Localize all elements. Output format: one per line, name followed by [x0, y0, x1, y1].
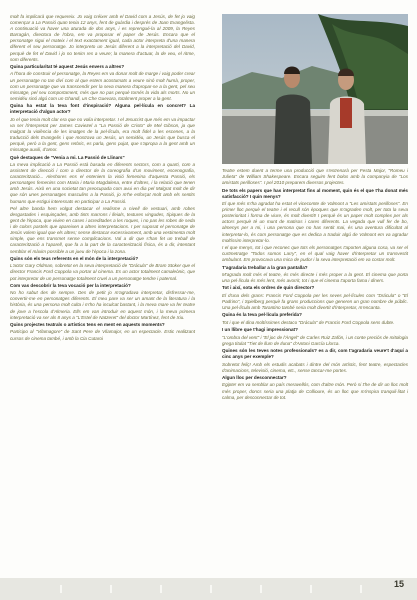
interview-photo [222, 14, 408, 164]
interview-question: Quins són els teus referents en el món de la interpretació? [10, 255, 139, 261]
footer-mark [310, 585, 312, 593]
interview-question: Quina particularitat té aquest Jesús envers a altres? [10, 64, 125, 70]
interview-question: Quines són les teves notes professionals? es a dir, com t'agradaria veure't d'aquí a cinc anys per exemple? [222, 348, 408, 360]
interview-answer: "L'ombra del vent" i "El joc de l'Àngel" de Carles Ruiz Zafón, i un conte preciós de mitologia grega titulat "Tiet de llum de Iluna" d'Antoni García Llorca. [222, 334, 408, 346]
footer-bar [0, 578, 417, 600]
interview-question: Com vas descobrir la teva vocació per la interpretació? [10, 282, 131, 288]
interview-question: Algun lloc per desconnectar? [222, 375, 287, 381]
footer-mark [60, 585, 62, 593]
interview-answer: El d'una dels grans: Francis Ford Coppola per les seves pel·lícules com "Drácula" o "El Padrino", i Spielberg perquè fa grans produccions que generen un gran nombre de públic. Una pel·lícula amb Tarantino també seria molt divertit d'interpretar, m'encanta. [222, 292, 408, 311]
interview-answer: Jo el que tenia molt clar era que no volia interpretar. I el Jesucrist que més em va impactar va ser l'interpretat per James Caviezel a "La Passió de Cristo" de Mel Gibson, ja que malgrat la violència de les imatges de la pel·lícula, era molt fidel a les escenes, a la traducció dels Evangelis i que mostrava un Jesús, un semidéu, un Jesús que busca el perquè, però a la gent, gens retòric, es parla, gens pujat, que s'apropa a la gent amb un missatge auxili, d'amor. [10, 116, 195, 153]
interview-answer: Egipte! em va semblar un país meravellós, com d'altre món. Però si t'he de dir un lloc molt més proper, doncs seria una platja de Collioure, és un lloc que m'inspira tranquil·litat i calma, per desconnectar de tot. [222, 382, 408, 400]
footer-mark [360, 585, 362, 593]
interview-question: Tot i així, sota els ordres de quin director? [222, 285, 315, 291]
interview-question: I un llibre que t'hagi impressionat? [222, 327, 298, 333]
footer-mark [260, 585, 262, 593]
interview-answer: M'agrada molt més el teatre, és més directe i més proper a la gent. El cinema que porta una pel·lícula és més lent, més avorrit, tot i que el cinema t'aporta fama i diners. [222, 271, 408, 284]
interview-answer: El que més m'ha agradat ha estat el vicecomte de Valmont a "Les amistats perilloses". En primer lloc perquè el teatre i el recull són èpoques que m'agraden molt, per tota la seva posterioritat i forma de viure, és molt divertit! I perquè és un paper molt complex per als actors perquè té un munt de matisos i cares diferents. La vegada que vull fer de bo, almenys per a mi, i una persona que no has sentit mai, és una aventura dificultat al interpretar-lo, és com personatge que es dedica a traduir algú de Valmont em va agradar moltíssim interpretar-lo. [222, 201, 408, 243]
interview-answer: I el que menys, tot i que reconec que tots els personatges t'aporten alguna cosa, va ser el curtmetratge "Todos somos Larry", en el qual vaig haver d'interpretar un transvestit ambulant. Em provocava una mica de pudor i la seva interpretació em va costar molt. [222, 245, 408, 263]
interview-question: Quina ha estat la teva font d'inspiració? Alguna pel·lícula en concret? La interpretació d'algun actor? [10, 103, 195, 115]
interview-answer: Sobretot feliç! Amb els estudis acabats i dintre del món artístic, fent teatre, espectacles d'animacions, televisió, cinema, etc., sense tancar-me portes. [222, 361, 408, 373]
left-text-column [10, 14, 195, 343]
right-text-column [222, 168, 408, 402]
footer-mark [160, 585, 162, 593]
page-number: 15 [393, 579, 404, 589]
interview-question: Quina és la teva pel·lícula preferida? [222, 312, 302, 318]
interview-answer: Tot i que el dina moltíssimes destaco "Drácula" de Francis Ford Coppola sens dubte. [222, 319, 395, 325]
interview-answer: Pel altre banda hem volgut destacar el realisme a nivell de vestuari, amb robes desgastades i esquinçades, amb tints marrons i lleials, textures vingudes, típiques de la gent de l'època, que vivien en cases i acreditades a les roques, i no pas les robes de seda i de colors pastels que apareixen a altres interpretacions. I per suposat el personatge de Jesús volem igual que els altres; sense destacar excessivament, amb una vestimenta molt simple, que ens transmet sense complicacions. Val a dir que s'han fet un treball de caracterització a l'aparell, que fa a la part de la caracterització física, és a dir, intentant semblar el màxim possible a un jueu de l'època i la zona. [10, 205, 195, 254]
interview-answer: No ho sabut des de sempre. Des de petit jo m'agradava interpretar, disfressar-me, convertir-me en personatges diferents. El meu pare va ser un amant de la literatura i la història, és una persona molt culta i m'ho ha inculcat bastant, i la meva mare va fer teatre de jove a l'escola d'Almeria. Ells em van introduir en aquest món, i la meva primera interpretació va ser als 8 anys a "L'Estel de Natzeret" del doctor Martínez, fent de Xiu. [10, 290, 195, 320]
interview-answer: L'actor Gary Oldman, sobretot en la seva interpretació de "Drácula" de Bram Stoker que el director Francis Ford Coppola va portar al cinema. Es un actor totalment camaleònic, que pot interpretar de un personatge totalment cruel a un personatge tendre i paternal. [10, 263, 195, 281]
interview-answer: Participo al "Vilamagore" de Sant Pere de Vilamajor, en un espectacle. Estic realitzant cursos de cinema també, i amb la Cia Cutaroi [10, 329, 195, 341]
interview-question: T'agradaria treballar a la gran pantalla? [222, 264, 308, 270]
footer-mark [210, 585, 212, 593]
footer-mark [110, 585, 112, 593]
two-men-photo-image [222, 14, 408, 164]
interview-answer: La meva implicació a La Passió està basada en diferents sectors, com a quarti, com a assistent de direcció i com a director de la coreografia d'un moviment, escenografia, caracterització... Aleshores ens el enteniem la visió femenina d'aquesta Passió, els personatges femenins com Maria i Maria Magdalena, entre d'altres, i la relació que tenen amb Jesús. Això en una societat tan preocupada com avui en dia pel Malgrat molt de dir que són unes personatges masculins a la Passió, jo m'he esforçat molt amb els sentits humans que estigui interessats en participar a La Passió. [10, 161, 195, 204]
interview-answer: A l'hora de construir el personatge, la Reyes em va donar molt de marge i vaig poder crear un personatge no tan diví com al que estem acostumats a veure sinó molt humà, proper, com un personatge que va transcendir per la seva manera d'apropar-se a la gent, pel seu missatge, pel seu comportament, més que no pas perquè tornés la vida als morts. No un semidéu sinó algú com un Ghandi, un Che Guevara, totalment proper a la gent. [10, 71, 195, 101]
interview-answer: molt fa implicarà que requereix. Jo vaig créixer amb el David com a Jesús, de fet jo vaig començar a La Passió quan tenia 12 anys, fent de guàrdia i després de Joan Evangelista. A continuació va haver una aturada de dos anys, i es reprengué-la al 2009, la Reyes Barragán, directora de l'obra, em va proposar el paper de Jesús. Encara que el personatge sigui el mateix i el text exactament igual, cada actor interpreta d'una manera diferent el seu personatge. Jo interpreto un Jesús diferent a la interpretació del David, perquè de fet el David i jo no tenim res a veure; la manera d'actuar, la de veu, el ritme, som diferents. [10, 14, 195, 62]
interview-question: Quins projectes teatrals o artístics tens en ment en aquests moments? [10, 322, 165, 328]
interview-question: Què destaques de "Venia a mi. La Passió de Llinars" [10, 154, 125, 160]
interview-answer: Teatre estem duent a terme una producció que s'estrenarà per Festa Major, "Romeu i Julieta" de William Shakespeare. Encara seguim fent bolos amb la companyia de "Los amistats perilloses". I pel 2010 preparem diversos projectes. [222, 168, 408, 186]
interview-question: De tots els papers que has interpretat fins al moment, quin és el que t'ha donat més satisfacció? I quin menys? [222, 187, 408, 199]
